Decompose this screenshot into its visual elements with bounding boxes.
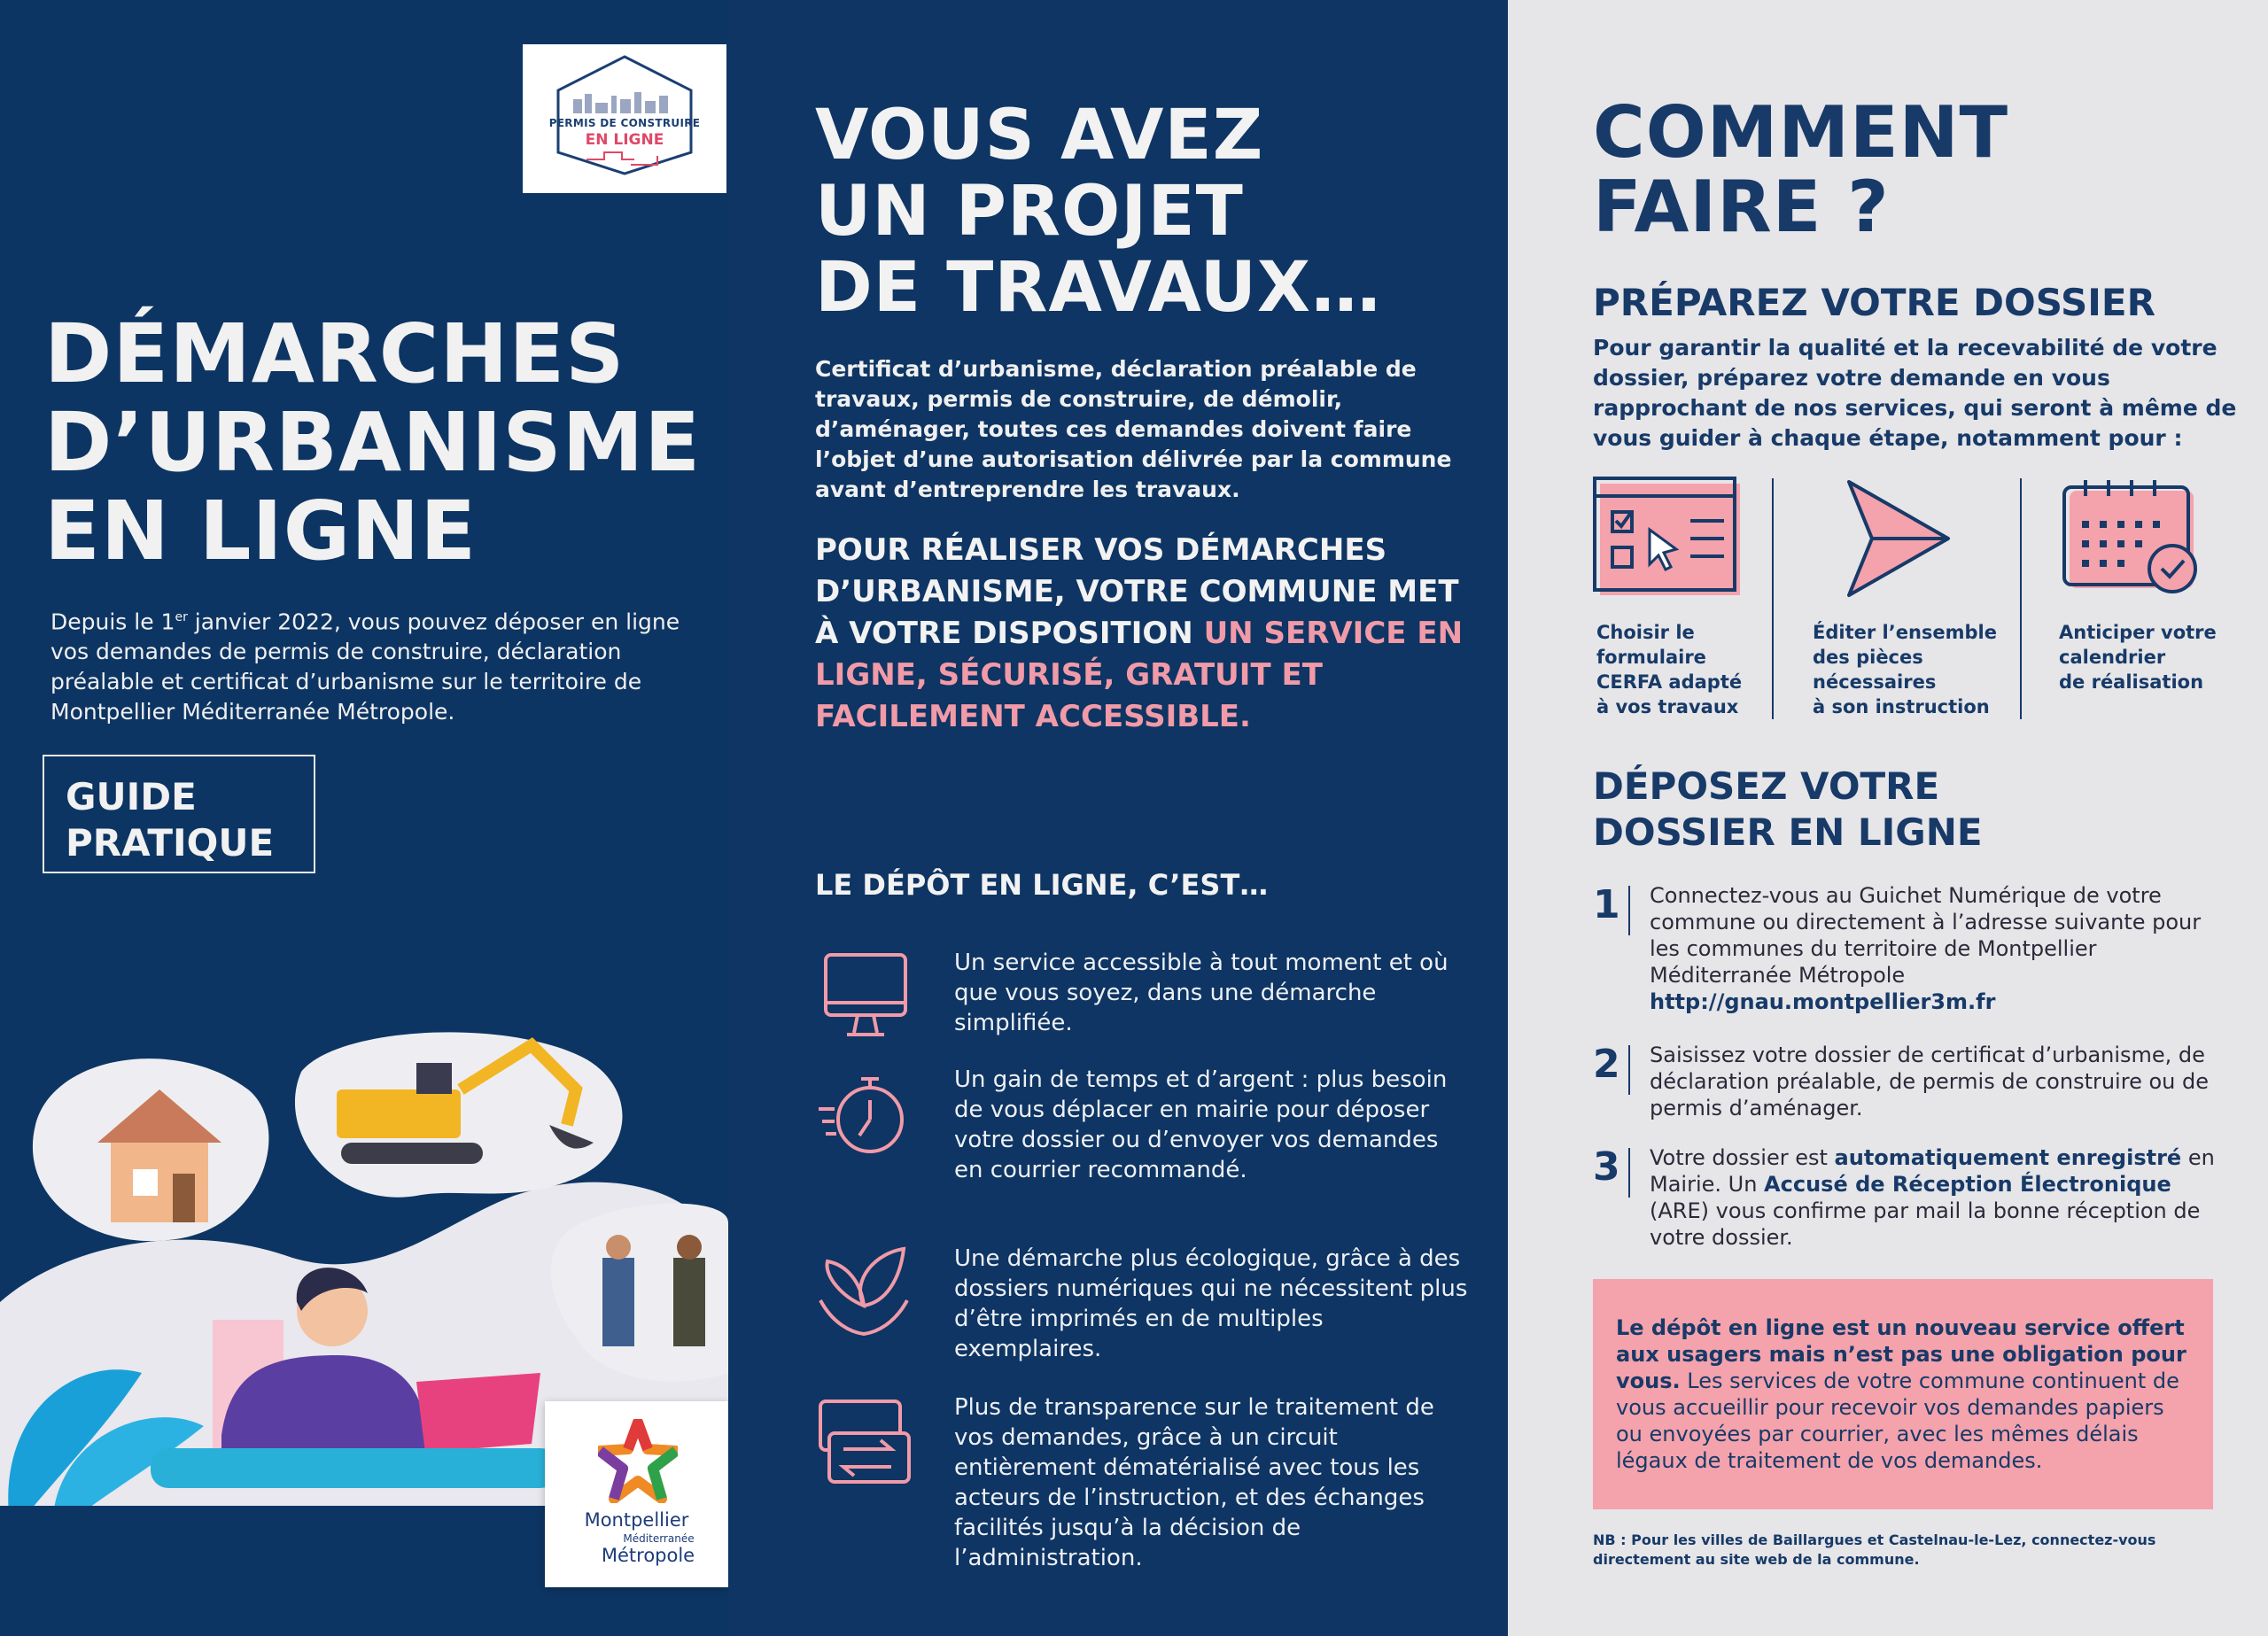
prep-step-line: CERFA adapté <box>1596 671 1743 693</box>
step-number: 1 <box>1593 882 1620 927</box>
step-bar <box>1628 1148 1630 1198</box>
prep-step-label <box>1596 620 1742 719</box>
guide-line: GUIDE <box>66 775 197 818</box>
projet-title-line: DE TRAVAUX… <box>815 248 1382 328</box>
monitor-icon <box>815 948 913 1045</box>
prepare-title: PRÉPAREZ VOTRE DOSSIER <box>1593 281 2155 324</box>
intro-sup: er <box>175 610 188 624</box>
depose-title-line: DOSSIER EN LIGNE <box>1593 810 1983 854</box>
star-logo-icon <box>598 1419 678 1503</box>
comment-faire-line: FAIRE ? <box>1593 166 1890 248</box>
step-divider <box>1772 478 1774 719</box>
nb-footnote: NB : Pour les villes de Baillargues et Castelnau-le-Lez, connectez-vous directement au site web de la commune. <box>1593 1531 2156 1568</box>
prep-step-line: calendrier <box>2059 647 2166 668</box>
step-text-c: (ARE) vous confirme par mail la bonne réception de votre dossier. <box>1650 1198 2201 1250</box>
benefit-text: Une démarche plus écologique, grâce à des dossiers numériques qui ne nécessitent plus d’être imprimés en de multiples exemplaires. <box>954 1245 1468 1362</box>
exchange-arrows-icon <box>815 1392 913 1490</box>
calendar-check-icon <box>2059 477 2210 601</box>
main-title-line: EN LIGNE <box>44 484 478 578</box>
step-bold-b: Accusé de Réception Électronique <box>1764 1172 2171 1197</box>
projet-intro: Certificat d’urbanisme, déclaration préalable de travaux, permis de construire, de démolir, d’aménager, toutes ces demandes doivent faire l’objet d’une autorisation délivrée par la commune avant d’entreprendre les travaux. <box>815 356 1452 502</box>
depose-title <box>1593 764 1983 856</box>
projet-title-line: UN PROJET <box>815 172 1244 252</box>
step-text: Saisissez votre dossier de certificat d’urbanisme, de déclaration préalable, de permis de construire ou de permis d’aménager. <box>1650 1043 2209 1120</box>
step-text-b: en Mairie. Un <box>1650 1145 2215 1197</box>
prep-step-label <box>2059 620 2217 694</box>
gnau-link[interactable]: http://gnau.montpellier3m.fr <box>1650 989 1996 1014</box>
step-divider <box>2020 478 2022 719</box>
step-bold-a: automatiquement enregistré <box>1834 1145 2182 1170</box>
intro-text-a: Depuis le 1 <box>50 609 175 635</box>
main-title <box>44 306 718 578</box>
note-bold: Le dépôt en ligne est un nouveau service offert aux usagers mais n’est pas une obligation pour vous. <box>1616 1315 2186 1393</box>
step-text-body: Connectez-vous au Guichet Numérique de votre commune ou directement à l’adresse suivante pour les communes du territoire de Montpellier Méditerranée Métropole <box>1650 883 2202 988</box>
intro-text-b: janvier 2022, vous pouvez déposer en ligne vos demandes de permis de construire, déclaration préalable et certificat d’urbanisme sur le territoire de Montpellier Méditerranée Métropole. <box>50 609 680 725</box>
logo-line-1: PERMIS DE CONSTRUIRE <box>548 117 701 129</box>
prep-step-line: à son instruction <box>1813 696 1990 717</box>
step-bar <box>1628 886 1630 935</box>
prep-step-line: de réalisation <box>2059 671 2204 693</box>
main-title-line: D’URBANISME <box>44 395 702 490</box>
mmm-line-3: Métropole <box>601 1545 695 1566</box>
disposition-pink: UN SERVICE EN LIGNE, SÉCURISÉ, GRATUIT ET FACILEMENT ACCESSIBLE. <box>815 616 1464 734</box>
prep-step-line: à vos travaux <box>1596 696 1739 717</box>
mmm-line-1: Montpellier <box>584 1509 689 1531</box>
disposition-white: POUR RÉALISER VOS DÉMARCHES D’URBANISME, VOTRE COMMUNE MET À VOTRE DISPOSITION <box>815 532 1459 651</box>
cover-intro <box>50 602 688 727</box>
prep-step-line: Choisir le <box>1596 622 1695 643</box>
step-text <box>1650 1144 2234 1251</box>
projet-title <box>815 97 1506 326</box>
stopwatch-icon <box>815 1065 913 1162</box>
depose-title-line: DÉPOSEZ VOTRE <box>1593 764 1940 808</box>
comment-faire-line: COMMENT <box>1593 91 2009 174</box>
guide-line: PRATIQUE <box>66 821 275 865</box>
information-note <box>1593 1279 2213 1509</box>
step-number: 2 <box>1593 1042 1620 1087</box>
depot-subtitle: LE DÉPÔT EN LIGNE, C’EST… <box>815 868 1269 902</box>
guide-pratique-box <box>43 755 315 873</box>
step-bar <box>1628 1045 1630 1095</box>
prep-step-line: des pièces <box>1813 647 1923 668</box>
form-checklist-icon <box>1593 477 1744 601</box>
comment-faire-title <box>1593 91 2009 248</box>
middle-panel <box>728 0 1508 1636</box>
step-number: 3 <box>1593 1144 1620 1190</box>
logo-line-2: EN LIGNE <box>585 131 664 149</box>
right-panel <box>1508 0 2268 1636</box>
benefit-text: Un service accessible à tout moment et où que vous soyez, dans une démarche simplifiée. <box>954 950 1449 1036</box>
step-text-a: Votre dossier est <box>1650 1145 1835 1170</box>
permis-en-ligne-logo <box>523 44 726 193</box>
prep-step-label <box>1813 620 1997 719</box>
benefit-text: Plus de transparence sur le traitement de vos demandes, grâce à un circuit entièrement dématérialisé avec tous les acteurs de l’instruction, et des échanges facilités jusqu’à la décision de l’administration. <box>954 1394 1434 1571</box>
paper-plane-icon <box>1840 477 1955 601</box>
prep-step-line: nécessaires <box>1813 671 1937 693</box>
cover-panel <box>0 0 728 1636</box>
prep-step-line: formulaire <box>1596 647 1706 668</box>
note-text: Les services de votre commune continuent de vous accueillir pour recevoir vos demandes papiers ou envoyées par courrier, avec les mêmes délais légaux de traitement de vos demandes. <box>1616 1369 2179 1473</box>
hexagon-logo-icon <box>551 53 698 177</box>
projet-title-line: VOUS AVEZ <box>815 96 1264 175</box>
prepare-intro: Pour garantir la qualité et la recevabilité de votre dossier, préparez votre demande en vous rapprochant de nos services, qui seront à même de vous guider à chaque étape, notamment pour : <box>1593 335 2237 451</box>
leaf-hands-icon <box>815 1244 913 1341</box>
montpellier-metropole-logo <box>545 1401 728 1587</box>
step-text <box>1650 882 2234 1015</box>
benefit-text: Un gain de temps et d’argent : plus besoin de vous déplacer en mairie pour déposer votre dossier ou d’envoyer vos demandes en courrier recommandé. <box>954 1066 1448 1183</box>
prep-step-line: Anticiper votre <box>2059 622 2217 643</box>
prep-step-line: Éditer l’ensemble <box>1813 622 1997 643</box>
main-title-line: DÉMARCHES <box>44 306 625 401</box>
mmm-line-2: Méditerranée <box>623 1532 695 1545</box>
disposition-statement <box>815 530 1488 738</box>
